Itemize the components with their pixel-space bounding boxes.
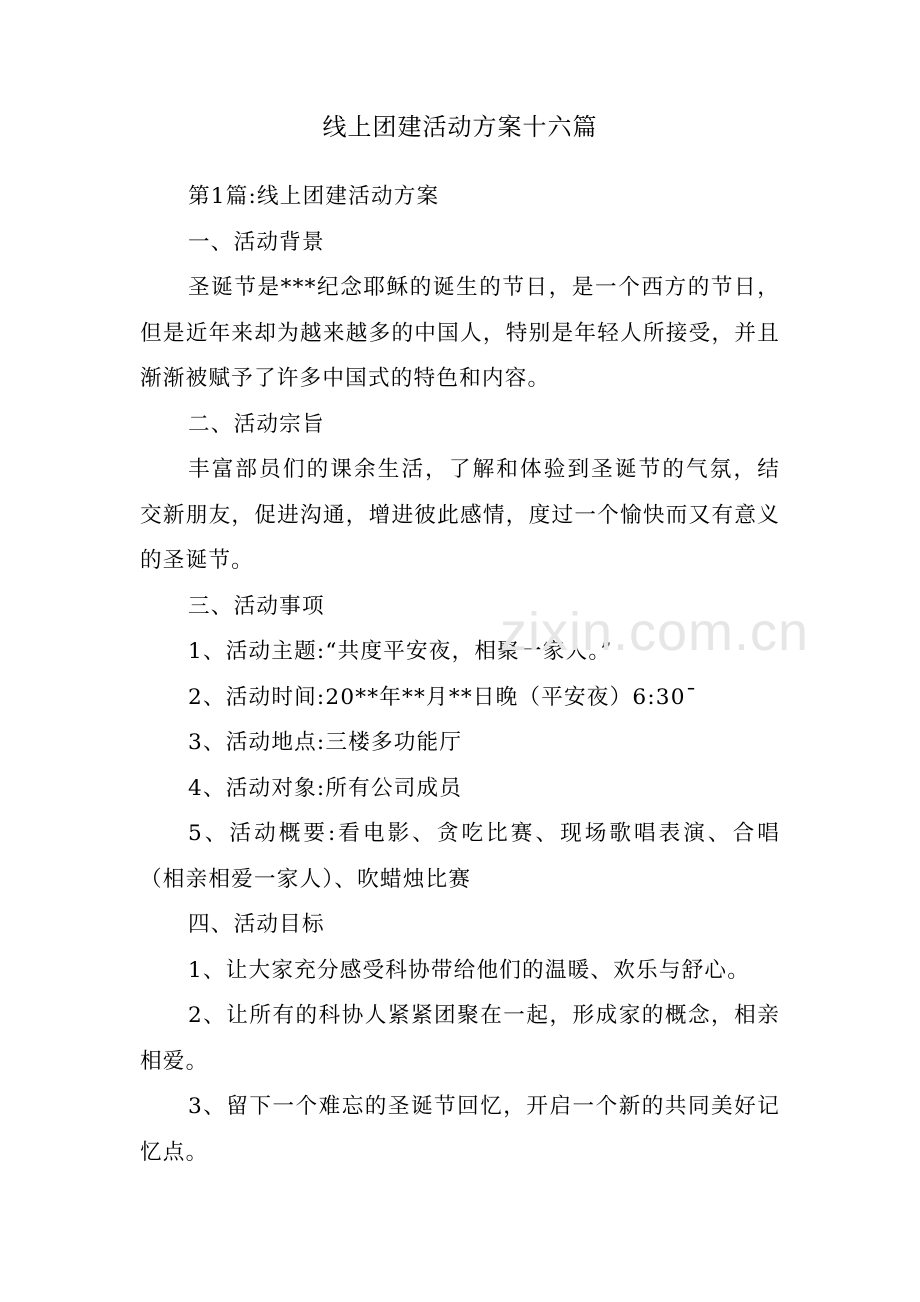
- watermark: zixin.com.cn: [500, 602, 810, 662]
- list-item: 3、留下一个难忘的圣诞节回忆，开启一个新的共同美好记忆点。: [140, 1094, 780, 1165]
- document-body: [140, 174, 780, 1175]
- section-heading: 第1篇:线上团建活动方案: [188, 184, 440, 209]
- body-paragraph: 丰富部员们的课余生活，了解和体验到圣诞节的气氛，结交新朋友，促进沟通，增进彼此感情，度过一个愉快而又有意义的圣诞节。: [140, 457, 780, 573]
- subsection-heading: 二、活动宗旨: [188, 411, 325, 437]
- document-title: 线上团建活动方案十六篇: [322, 113, 598, 141]
- subsection-heading: 三、活动事项: [188, 593, 325, 619]
- list-item: 2、让所有的科协人紧紧团聚在一起，形成家的概念，相亲相爱。: [140, 1003, 780, 1074]
- list-item: 3、活动地点:三楼多功能厅: [188, 730, 463, 755]
- list-item: 1、活动主题:“共度平安夜，相聚一家人。”: [188, 639, 613, 664]
- subsection-heading: 四、活动目标: [188, 912, 325, 937]
- subsection-heading: 一、活动背景: [188, 229, 325, 255]
- body-paragraph: 圣诞节是***纪念耶稣的诞生的节日，是一个西方的节日，但是近年来却为越来越多的中国人，特别是年轻人所接受，并且渐渐被赋予了许多中国式的特色和内容。: [140, 275, 780, 391]
- list-item: 1、让大家充分感受科协带给他们的温暖、欢乐与舒心。: [188, 957, 750, 983]
- list-item: 4、活动对象:所有公司成员: [188, 775, 463, 801]
- list-item: 2、活动时间:20**年**月**日晚（平安夜）6:30¯: [188, 684, 698, 710]
- list-item: 5、活动概要:看电影、贪吃比赛、现场歌唱表演、合唱（相亲相爱一家人）、吹蜡烛比赛: [140, 821, 780, 892]
